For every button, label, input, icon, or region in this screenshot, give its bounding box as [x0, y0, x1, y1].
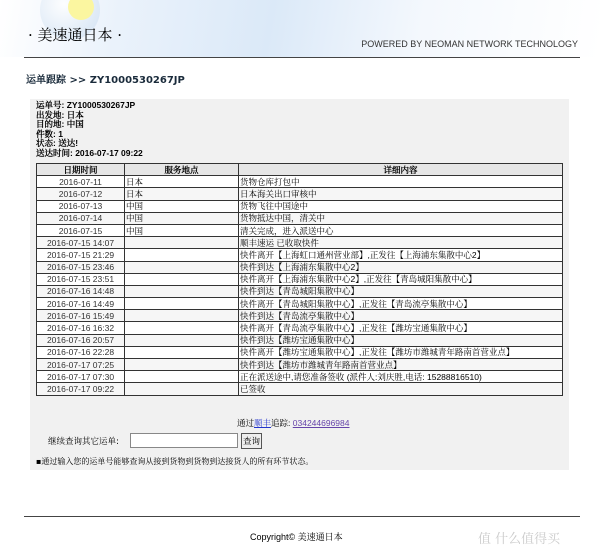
waybill-number: 运单号: ZY1000530267JP [36, 100, 136, 110]
table-row [37, 310, 563, 322]
row-location [125, 371, 239, 383]
row-detail: 清关完成，进入派送中心 [239, 224, 563, 236]
row-location: 日本 [125, 188, 239, 200]
carrier-tracking [237, 417, 350, 429]
query-button[interactable]: 查询 [241, 433, 262, 449]
row-location [125, 237, 239, 249]
table-row [37, 322, 563, 334]
row-detail: 快件离开【上海浦东集散中心2】,正发往【青岛城阳集散中心】 [239, 273, 563, 285]
table-row [37, 346, 563, 358]
table-row [37, 261, 563, 273]
row-detail: 快件离开【潍坊宝通集散中心】,正发往【潍坊市潍城青年路南首营业点】 [239, 346, 563, 358]
row-detail: 快件到达【上海浦东集散中心2】 [239, 261, 563, 273]
row-datetime: 2016-07-16 14:48 [37, 285, 125, 297]
row-location [125, 310, 239, 322]
carrier-tracking-number-link[interactable]: 034244696984 [292, 418, 350, 428]
row-detail: 快件到达【潍坊市潍城青年路南首营业点】 [239, 359, 563, 371]
row-location: 中国 [125, 200, 239, 212]
row-datetime: 2016-07-16 15:49 [37, 310, 125, 322]
table-row [37, 383, 563, 395]
row-datetime: 2016-07-15 21:29 [37, 249, 125, 261]
origin: 出发地: 日本 [36, 109, 84, 120]
row-detail: 货物飞往中国途中 [239, 200, 563, 212]
shipment-info [36, 101, 143, 158]
row-location [125, 273, 239, 285]
col-detail: 详细内容 [239, 164, 563, 176]
row-detail: 快件离开【青岛城阳集散中心】,正发往【青岛流亭集散中心】 [239, 298, 563, 310]
row-datetime: 2016-07-17 07:25 [37, 359, 125, 371]
table-row [37, 359, 563, 371]
query-label: 继续查询其它运单: [48, 437, 119, 447]
row-detail: 日本海关出口审核中 [239, 188, 563, 200]
tracking-prefix: 通过 [237, 418, 255, 428]
row-detail: 顺丰速运 已收取快件 [239, 237, 563, 249]
table-row [37, 334, 563, 346]
row-location [125, 359, 239, 371]
destination: 目的地: 中国 [36, 119, 84, 129]
row-location [125, 249, 239, 261]
brand-logo: · 美速通日本 · [28, 26, 123, 44]
row-datetime: 2016-07-16 16:32 [37, 322, 125, 334]
table-row [37, 224, 563, 236]
row-location: 中国 [125, 224, 239, 236]
row-detail: 快件离开【青岛流亭集散中心】,正发往【潍坊宝通集散中心】 [239, 322, 563, 334]
row-datetime: 2016-07-16 22:28 [37, 346, 125, 358]
row-datetime: 2016-07-15 [37, 224, 125, 236]
table-row [37, 298, 563, 310]
row-location [125, 285, 239, 297]
row-location [125, 346, 239, 358]
row-detail: 货物抵达中国，清关中 [239, 212, 563, 224]
header-banner [0, 0, 600, 57]
row-datetime: 2016-07-16 14:49 [37, 298, 125, 310]
row-datetime: 2016-07-16 20:57 [37, 334, 125, 346]
row-location [125, 383, 239, 395]
waybill-query-input[interactable] [130, 433, 238, 448]
header-divider [24, 57, 580, 58]
col-datetime: 日期时间 [37, 164, 125, 176]
help-note: ▪通过输入您的运单号能够查询从接到货物到货物到达接货人的所有环节状态。 [36, 457, 314, 466]
row-detail: 快件到达【青岛城阳集散中心】 [239, 285, 563, 297]
row-location [125, 298, 239, 310]
tracking-suffix: 追踪: [271, 418, 293, 428]
row-datetime: 2016-07-11 [37, 176, 125, 188]
row-datetime: 2016-07-15 14:07 [37, 237, 125, 249]
piece-count: 件数: 1 [36, 128, 63, 139]
table-row [37, 188, 563, 200]
footer-divider [24, 516, 580, 517]
row-location [125, 322, 239, 334]
table-row [37, 176, 563, 188]
row-datetime: 2016-07-13 [37, 200, 125, 212]
row-datetime: 2016-07-17 07:30 [37, 371, 125, 383]
row-location: 日本 [125, 176, 239, 188]
row-detail: 快件到达【青岛流亭集散中心】 [239, 310, 563, 322]
table-row [37, 371, 563, 383]
watermark: 值 什么值得买 [478, 532, 561, 547]
row-detail: 正在派送途中,请您准备签收 (派件人:刘庆胜,电话: 15288816510) [239, 371, 563, 383]
table-row [37, 285, 563, 297]
row-detail: 快件离开【上海虹口通州营业部】,正发往【上海浦东集散中心2】 [239, 249, 563, 261]
table-row [37, 212, 563, 224]
table-row [37, 200, 563, 212]
status: 状态: 送达! [36, 138, 79, 148]
table-row [37, 273, 563, 285]
tracking-table [36, 163, 563, 396]
delivery-time: 送达时间: 2016-07-17 09:22 [36, 147, 143, 158]
col-location: 服务地点 [125, 164, 239, 176]
carrier-link[interactable]: 顺丰 [254, 418, 272, 428]
breadcrumb: 运单跟踪 >> ZY1000530267JP [26, 75, 185, 86]
table-row [37, 237, 563, 249]
row-datetime: 2016-07-17 09:22 [37, 383, 125, 395]
row-detail: 已签收 [239, 383, 563, 395]
row-location: 中国 [125, 212, 239, 224]
row-datetime: 2016-07-15 23:51 [37, 273, 125, 285]
row-detail: 货物仓库打包中 [239, 176, 563, 188]
powered-by: POWERED BY NEOMAN NETWORK TECHNOLOGY [361, 39, 578, 49]
table-row [37, 249, 563, 261]
row-datetime: 2016-07-15 23:46 [37, 261, 125, 273]
row-detail: 快件到达【潍坊宝通集散中心】 [239, 334, 563, 346]
row-location [125, 334, 239, 346]
row-location [125, 261, 239, 273]
copyright: Copyright© 美速通日本 [250, 532, 343, 542]
row-datetime: 2016-07-14 [37, 212, 125, 224]
row-datetime: 2016-07-12 [37, 188, 125, 200]
